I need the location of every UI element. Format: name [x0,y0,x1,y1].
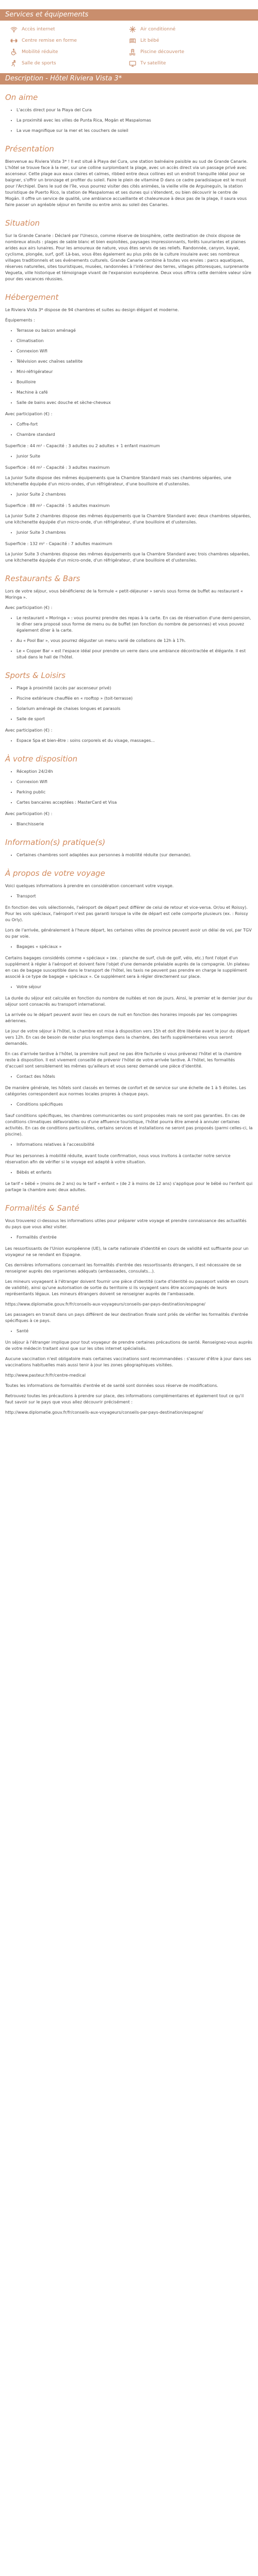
services-banner: Services et équipements [0,9,258,21]
list-item: • Connexion Wifi [17,779,253,785]
paragraph: Vous trouverez ci-dessous les informations utiles pour préparer votre voyage et prendre connaissance des actualités du pays que vous allez visiter. [5,1218,247,1229]
list-item: • Blanchisserie [17,821,253,827]
bullet-list [5,1142,253,1148]
paragraph: Un séjour à l'étranger implique pour tout voyageur de prendre certaines précautions de santé. Renseignez-vous auprès de votre médecin traitant ainsi que sur les sites internet spécialisés. [5,1340,252,1351]
bullet-list [5,453,253,460]
paragraph: Pour les personnes à mobilité réduite, avant toute confirmation, nous vous invitons à contacter notre service réservation afin de vérifier si le voyage est adapté à votre situation. [5,1154,231,1164]
list-item: • Certaines chambres sont adaptées aux personnes à mobilité réduite (sur demande). [17,852,253,858]
service-label: Salle de sports [22,61,56,66]
snowflake-icon [129,26,136,33]
section-heading: Hébergement [5,293,59,302]
service-fitness [10,37,129,44]
list-item: • Piscine extérieure chauffée en « rooftop » (toit-terrasse) [17,696,253,702]
paragraph: Bienvenue au Riviera Vista 3* ! Il est situé à Playa del Cura, une station balnéaire paisible au sud de Grande Canarie. L'hôtel se trouve face à la mer, sur une colline surplombant la plage, avec un accès direct via un passage privé avec ascenseur. Cette plage aux eaux claires et calmes, ribbed entre deux collines est un endroit tranquille idéal pour se baigner, s'offrir un bronzage et profiter du soleil. Faire le plein de vitamine D dans ce cadre paradisiaque est le must pour l'Archipel. Dans le sud de l'île, vous pourrez visiter des cités animées, la vieille ville de Arguineguín, la station touristique de Puerto Rico, la station de Maspalomas et ses dunes qui s'étendent, ou bien découvrir le centre de Mogán. Il offre un service de qualité, une ambiance accueillante et chaleureuse à deux pas de la plage, il saura vous faire passer un agréable séjour en famille ou entre amis au soleil des Canaries. [5,159,248,207]
paragraph: Avec participation (€) : [5,811,53,816]
list-item: • Chambre standard [17,432,253,438]
list-item: • Santé [17,1328,253,1334]
bullet-list [5,893,253,900]
section-heading: Sports & Loisirs [5,671,66,680]
list-item: • Plage à proximité (accès par ascenseur privé) [17,685,253,691]
paragraph: Le tarif « bébé » (moins de 2 ans) ou le tarif « enfant » (de 2 à moins de 12 ans) s'applique pour le bébé ou l'enfant qui partage la chambre avec deux adultes. [5,1181,253,1192]
list-item: • Bouilloire [17,379,253,385]
list-item: • Connexion Wifi [17,348,253,354]
bullet-list [5,530,253,536]
paragraph: La arrivée ou le départ peuvent avoir lieu en cours de nuit en fonction des horaires imposés par les compagnies aériennes. [5,1012,237,1023]
paragraph: Superficie : 132 m² - Capacité : 7 adultes maximum [5,541,112,546]
list-item: • Bagages « spéciaux » [17,944,253,950]
paragraph: En fonction des vols sélectionnés, l'aéroport de départ peut différer de celui de retour et vice-versa. Or/ou et Roissy). Pour les vols spéciaux, l'aéroport n'est pas garanti lorsque la ville de départ est celle comporte plusieurs (ex. : Roissy ou Orly). [5,905,248,922]
list-item: • Junior Suite 2 chambres [17,492,253,498]
paragraph: Toutes les informations de formalités d'entrée et de santé sont données sous réserve de modifications. [5,1383,218,1388]
paragraph: Équipements : [5,318,35,323]
list-item: • Conditions spécifiques [17,1101,253,1108]
tv-icon [129,60,136,67]
section-heading: À propos de votre voyage [5,869,105,878]
list-item: • Cartes bancaires acceptées : MasterCard et Visa [17,800,253,806]
paragraph: Les passagers en transit dans un pays différent de leur destination finale sont priés de vérifier les formalités d'entrée spécifiques à ce pays. [5,1312,248,1323]
paragraph: Certains bagages considérés comme « spéciaux » (ex. : planche de surf, club de golf, vélo, etc.) font l'objet d'un supplément à régler à l'aéroport et doivent faire l'objet d'une demande préalable auprès de la compagnie. Un plateau en cas de bagage susceptible dans le transport de l'hôtel, les taxis ne peuvent pas prendre en charge le supplément associé à ce type de bagage « spéciaux ». Ce supplément sera à régler directement sur place. [5,956,250,979]
description-banner: Description - Hôtel Riviera Vista 3* [0,73,258,84]
list-item: • Télévision avec chaînes satellite [17,359,253,365]
bullet-list [5,1234,253,1241]
paragraph: http://www.pasteur.fr/fr/centre-medical [5,1373,86,1378]
bullet-list [5,421,253,438]
paragraph: https://www.diplomatie.gouv.fr/fr/conseils-aux-voyageurs/conseils-par-pays-destination/espagne/ [5,1302,205,1307]
paragraph: Superficie : 44 m² - Capacité : 3 adultes ou 2 adultes + 1 enfant maximum [5,444,160,448]
paragraph: Avec participation (€) : [5,412,53,416]
paragraph: Superficie : 44 m² - Capacité : 3 adultes maximum [5,465,110,470]
service-label: Tv satellite [140,61,166,66]
paragraph: De manière générale, les hôtels sont classés en termes de confort et de service sur une échelle de 1 à 5 étoiles. Les catégories correspondent aux normes locales propres à chaque pays. [5,1086,246,1096]
paragraph: Les mineurs voyageant à l'étranger doivent fournir une pièce d'identité (carte d'identité ou passeport valide en cours de validité), ainsi qu'une autorisation de sortie du territoire si ils voyagent sans être accompagnés de leurs représentants légaux. Les mineurs étrangers doivent se renseigner auprès de l'ambassade. [5,1279,249,1296]
service-label: Mobilité réduite [22,49,58,55]
fitness-icon [10,60,18,67]
wifi-icon [10,26,18,33]
bullet-list [5,769,253,806]
service-label: Centre remise en forme [22,38,77,43]
list-item: • Solarium aménagé de chaises longues et parasols [17,706,253,712]
bullet-list [5,944,253,950]
paragraph: Superficie : 88 m² - Capacité : 5 adultes maximum [5,503,110,508]
service-internet [10,26,129,33]
list-item: • Espace Spa et bien-être : soins corporels et du visage, massages... [17,738,253,744]
bullet-list [5,852,253,858]
section-heading: Information(s) pratique(s) [5,838,106,847]
list-item: • Bébés et enfants [17,1170,253,1176]
list-item: • Réception 24/24h [17,769,253,775]
paragraph: Les ressortissants de l'Union européenne (UE), la carte nationale d'identité en cours de validité est suffisante pour un voyageur ne se rendant en Espagne. [5,1246,249,1257]
list-item: • Au « Pool Bar », vous pourrez déguster un menu varié de collations de 12h à 17h. [17,638,253,644]
section-heading: Restaurants & Bars [5,574,80,583]
paragraph: La durée du séjour est calculée en fonction du nombre de nuitées et non de jours. Ainsi, le premier et le dernier jour du séjour sont consacrés au transport international. [5,996,252,1007]
list-item: • L'accès direct pour la Playa del Cura [17,107,253,113]
dumbbell-icon [10,37,18,44]
paragraph: La Junior Suite dispose des mêmes équipements que la Chambre Standard mais ses chambres séparées, une kitchenette équipée d'un micro-ondes, d'un réfrigérateur, d'une bouilloire et d'ustensiles. [5,476,232,486]
section-heading: Formalités & Santé [5,1204,79,1213]
list-item: • Transport [17,893,253,900]
paragraph: Sauf conditions spécifiques, les chambres communicantes ou sont proposées mais ne sont pas garanties. En cas de conditions climatiques défavorables ou d'une affluence touristique, l'hôtel pourra être amené à annuler certaines activités. En cas de conditions particulières, certains services et installations ne seront pas proposés (parmi celles-ci, la piscine). [5,1113,253,1137]
section-heading: On aime [5,93,38,102]
list-item: • Terrasse ou balcon aménagé [17,328,253,334]
paragraph: Lors de votre séjour, vous bénéficierez de la formule « petit-déjeuner » servis sous forme de buffet au restaurant « Moringa ». [5,589,243,600]
bullet-list [5,738,253,744]
description-content [0,84,258,1430]
service-gym [10,60,129,67]
list-item: • Coffre-fort [17,421,253,428]
bullet-list [5,984,253,990]
list-item: • Votre séjour [17,984,253,990]
list-item: • La vue magnifique sur la mer et les couchers de soleil [17,128,253,134]
paragraph: Avec participation (€) : [5,605,53,610]
paragraph: Le Riviera Vista 3* dispose de 94 chambres et suites au design élégant et moderne. [5,308,179,312]
list-item: • Le « Copper Bar » est l'espace idéal pour prendre un verre dans une ambiance décontractée et élégante. Il est situé dans le hall de l'hôtel. [17,648,253,660]
bullet-list [5,615,253,660]
paragraph: Voici quelques informations à prendre en considération concernant votre voyage. [5,884,174,888]
service-tv [129,60,248,67]
crib-icon [129,37,136,44]
service-baby-bed [129,37,248,44]
paragraph: http://www.diplomatie.gouv.fr/fr/conseils-aux-voyageurs/conseils-par-pays-destination/espagne/ [5,1410,203,1415]
bullet-list [5,821,253,827]
paragraph: Sur la Grande Canarie : Déclaré par l'Unesco, comme réserve de biosphère, cette destination de choix dispose de nombreux atouts : plages de sable blanc et bien exploitées, paysages impressionnants, forêts luxuriantes et plaines arides aux airs lunaires. Pour les amoureux de nature, vous êtes servis de ses reliefs. Randonnée, canyon, kayak, cyclisme, plongée, surf, golf. Là-bas, vous êtes également au plus près de la culture insulaire avec ses nombreux villages traditionnels et ses événements culturels. Grande Canarie combine à toutes vos envies : parcs aquatiques, réserves naturelles, sites touristiques, musées, randonnées à l'intérieur des terres, villages pittoresques, surprenante Vegueta, ville historique et témoignage vivant de l'expansion européenne. Deux vous offrira cette dernière valeur sûre pour des vacances réussies. [5,233,251,281]
bullet-list [5,1101,253,1108]
bullet-list [5,492,253,498]
page [0,9,258,1430]
list-item: • La proximité avec les villes de Punta Rica, Mogán et Maspalomas [17,117,253,124]
paragraph: Le jour de votre séjour à l'hôtel, la chambre est mise à disposition vers 15h et doit être libérée avant le jour du départ vers 12h. En cas de besoin de rester plus longtemps dans la chambre, des tarifs supplémentaires vous seront demandés. [5,1029,250,1046]
section-heading: Présentation [5,144,54,154]
service-accessibility [10,48,129,56]
list-item: • Junior Suite 3 chambres [17,530,253,536]
paragraph: En cas d'arrivée tardive à l'hôtel, la première nuit peut ne pas être facturée si vous prévenez l'hôtel et la chambre reste à disposition. Il est vivement conseillé de prévenir l'hôtel de votre arrivée tardive. À l'hôtel, les formalités d'accueil sont sensiblement les mêmes qu'ailleurs et vous serez demandé une pièce d'identité. [5,1052,241,1069]
bullet-list [5,1328,253,1334]
service-pool [129,48,248,56]
wheelchair-icon [10,48,18,56]
bullet-list [5,328,253,406]
paragraph: Avec participation (€) : [5,728,53,733]
section-heading: À votre disposition [5,754,78,764]
bullet-list [5,107,253,134]
list-item: • Climatisation [17,338,253,344]
service-label: Piscine découverte [140,49,185,55]
list-item: • Informations relatives à l'accessibilité [17,1142,253,1148]
paragraph: La Junior Suite 3 chambres dispose des mêmes équipements que la Chambre Standard avec trois chambres séparées, une kitchenette équipée d'un micro-onde, d'un réfrigérateur, d'une bouilloire et d'ustensiles. [5,552,250,563]
paragraph: Ces dernières informations concernant les formalités d'entrée des ressortissants étrangers, il est nécessaire de se renseigner auprès des organismes adéquats (ambassades, consulats...). [5,1263,241,1274]
service-label: Lit bébé [140,38,159,43]
bullet-list [5,1170,253,1176]
list-item: • Mini-réfrigérateur [17,369,253,375]
paragraph: Aucune vaccination n'est obligatoire mais certaines vaccinations sont recommandées : s'assurer d'être à jour dans ses vaccinations habituelles mais aussi tenir à jour les zones géographiques visitées. [5,1357,251,1367]
service-label: Air conditionné [140,27,176,32]
list-item: • Parking public [17,789,253,795]
paragraph: Retrouvez toutes les précautions à prendre sur place, des informations complémentaires et également tout ce qu'il faut savoir sur le pays que vous allez découvrir précisément : [5,1394,244,1404]
list-item: • Le restaurant « Moringa » : vous pourrez prendre des repas à la carte. En cas de réservation d'une demi-pension, le dîner sera proposé sous forme de menu ou de buffet (en fonction du nombre de personnes) et vous pouvez également dîner à la carte. [17,615,253,634]
section-heading: Situation [5,218,40,228]
list-item: • Machine à café [17,389,253,396]
bullet-list [5,1074,253,1080]
list-item: • Junior Suite [17,453,253,460]
list-item: • Salle de sport [17,716,253,722]
bullet-list [5,685,253,722]
list-item: • Salle de bains avec douche et sèche-cheveux [17,400,253,406]
service-label: Accès internet [22,27,55,32]
services-list [0,21,258,73]
list-item: • Formalités d'entrée [17,1234,253,1241]
pool-icon [129,48,136,56]
paragraph: La Junior Suite 2 chambres dispose des mêmes équipements que la Chambre Standard avec deux chambres séparées, une kitchenette équipée d'un micro-onde, d'un réfrigérateur, d'une bouilloire et d'ustensiles. [5,514,251,524]
service-aircon [129,26,248,33]
paragraph: Lors de l'arrivée, généralement à l'heure départ, les certaines villes de province peuvent avoir un délai de vol, par TGV ou par voie. [5,928,252,939]
list-item: • Contact des hôtels [17,1074,253,1080]
